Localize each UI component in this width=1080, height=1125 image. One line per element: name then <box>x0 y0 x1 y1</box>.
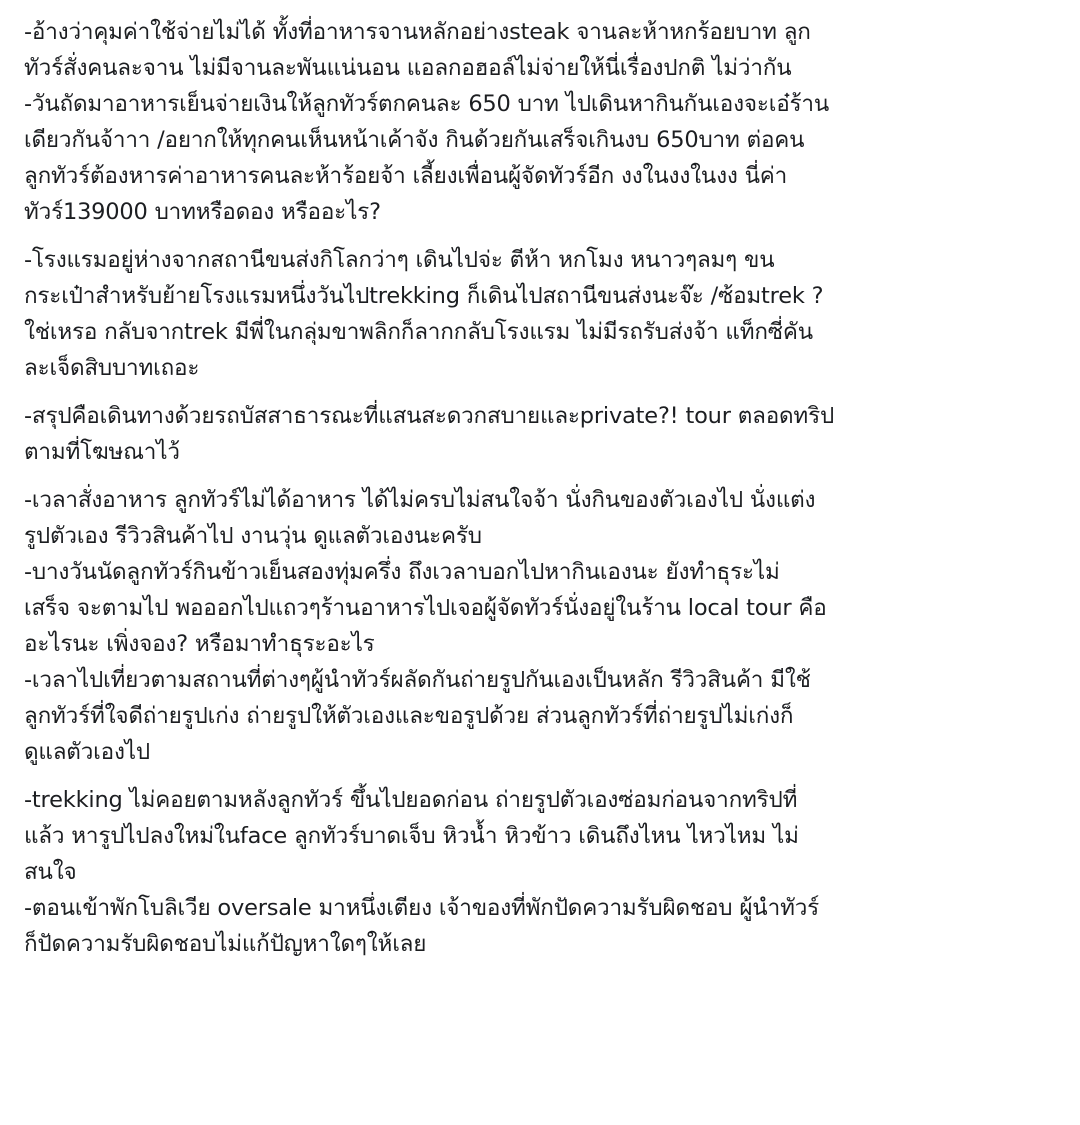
text-line: ทัวร์139000 บาทหรือดอง หรืออะไร? <box>24 199 381 225</box>
paragraph-trekking-and-bolivia <box>24 782 1058 962</box>
text-line: ลูกทัวร์ต้องหารค่าอาหารคนละห้าร้อยจ้า เลี้ยงเพื่อนผู้จัดทัวร์อีก งงในงงในงง นี่ค่า <box>24 163 788 189</box>
text-line: เดียวกันจ้าาา /อยากให้ทุกคนเห็นหน้าเค้าจัง กินด้วยกันเสร็จเกินงบ 650บาท ต่อคน <box>24 127 805 153</box>
text-line: -trekking ไม่คอยตามหลังลูกทัวร์ ขึ้นไปยอดก่อน ถ่ายรูปตัวเองซ่อมก่อนจากทริปที่ <box>24 787 798 813</box>
paragraph-public-bus <box>24 398 1058 470</box>
text-line: -วันถัดมาอาหารเย็นจ่ายเงินให้ลูกทัวร์ตกคนละ 650 บาท ไปเดินหากินกันเองจะเอ๋ร้าน <box>24 91 830 117</box>
paragraph-hotel-transport <box>24 242 1058 386</box>
text-line: ลูกทัวร์ที่ใจดีถ่ายรูปเก่ง ถ่ายรูปให้ตัวเองและขอรูปด้วย ส่วนลูกทัวร์ที่ถ่ายรูปไม่เก่งก็ <box>24 703 794 729</box>
text-line: ละเจ็ดสิบบาทเถอะ <box>24 355 200 381</box>
text-line: แล้ว หารูปไปลงใหม่ในface ลูกทัวร์บาดเจ็บ หิวน้ำ หิวข้าว เดินถึงไหน ไหวไหม ไม่ <box>24 823 799 849</box>
text-line: ก็ปัดความรับผิดชอบไม่แก้ปัญหาใดๆให้เลย <box>24 931 427 957</box>
paragraph-dinner-costs <box>24 14 1058 230</box>
text-line: -ตอนเข้าพักโบลิเวีย oversale มาหนึ่งเตียง เจ้าของที่พักปัดความรับผิดชอบ ผู้นำทัวร์ <box>24 895 820 921</box>
bottom-crop-edge <box>0 1053 1080 1125</box>
text-line: สนใจ <box>24 859 77 885</box>
text-line: -สรุปคือเดินทางด้วยรถบัสสาธารณะที่แสนสะดวกสบายและprivate?! tour ตลอดทริป <box>24 403 835 429</box>
text-line: กระเป๋าสำหรับย้ายโรงแรมหนึ่งวันไปtrekking ก็เดินไปสถานีขนส่งนะจ๊ะ /ซ้อมtrek ? <box>24 283 824 309</box>
text-line: ตามที่โฆษณาไว้ <box>24 439 180 465</box>
text-line: ทัวร์สั่งคนละจาน ไม่มีจานละพันแน่นอน แอลกอฮอล์ไม่จ่ายให้นี่เรื่องปกติ ไม่ว่ากัน <box>24 55 792 81</box>
text-line: อะไรนะ เพิ่งจอง? หรือมาทำธุระอะไร <box>24 631 375 657</box>
text-line: รูปตัวเอง รีวิวสินค้าไป งานวุ่น ดูแลตัวเองนะครับ <box>24 523 482 549</box>
text-line: ใช่เหรอ กลับจากtrek มีพี่ในกลุ่มขาพลิกก็ลากกลับโรงแรม ไม่มีรถรับส่งจ้า แท็กซี่คัน <box>24 319 813 345</box>
text-line: -โรงแรมอยู่ห่างจากสถานีขนส่งกิโลกว่าๆ เดินไปจ่ะ ตีห้า หกโมง หนาวๆลมๆ ขน <box>24 247 775 273</box>
paragraph-food-and-photos <box>24 482 1058 770</box>
text-line: -อ้างว่าคุมค่าใช้จ่ายไม่ได้ ทั้งที่อาหารจานหลักอย่างsteak จานละห้าหกร้อยบาท ลูก <box>24 19 811 45</box>
text-line: เสร็จ จะตามไป พอออกไปแถวๆร้านอาหารไปเจอผู้จัดทัวร์นั่งอยู่ในร้าน local tour คือ <box>24 595 827 621</box>
text-line: -เวลาสั่งอาหาร ลูกทัวร์ไม่ได้อาหาร ได้ไม่ครบไม่สนใจจ้า นั่งกินของตัวเองไป นั่งแต่ง <box>24 487 816 513</box>
text-line: ดูแลตัวเองไป <box>24 739 150 765</box>
text-line: -บางวันนัดลูกทัวร์กินข้าวเย็นสองทุ่มครึ่ง ถึงเวลาบอกไปหากินเองนะ ยังทำธุระไม่ <box>24 559 780 585</box>
text-line: -เวลาไปเที่ยวตามสถานที่ต่างๆผู้นำทัวร์ผลัดกันถ่ายรูปกันเองเป็นหลัก รีวิวสินค้า มีใช้ <box>24 667 811 693</box>
